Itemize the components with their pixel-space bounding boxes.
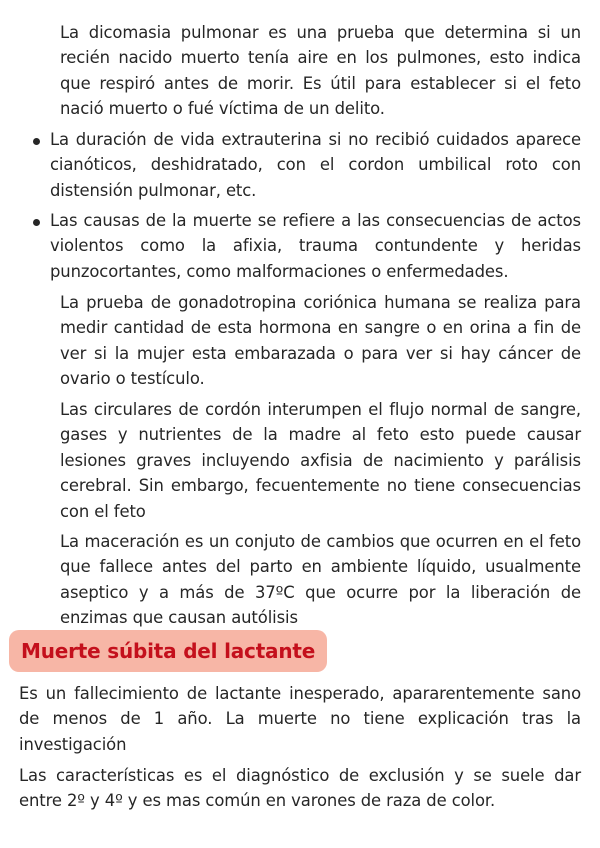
section-paragraph-1: Es un fallecimiento de lactante inesperado, apararentemente sano de menos de 1 año. La muerte no tiene explicación tras la investigación [19,684,581,754]
bullet-icon [33,219,40,226]
paragraph-circulares: Las circulares de cordón interumpen el flujo normal de sangre, gases y nutrientes de la madre al feto esto puede causar lesiones graves incluyendo axfisia de nacimiento y parálisis cerebral. Sin embargo, fecuentemente no tiene consecuencias con el feto [60,400,581,521]
paragraph-docimasia: La dicomasia pulmonar es una prueba que determina si un recién nacido muerto tenía aire en los pulmones, esto indica que respiró antes de morir. Es útil para establecer si el feto nació muerto o fué víctima de un delito. [60,23,581,119]
bullet-icon [33,138,40,145]
section-paragraph-2: Las características es el diagnóstico de exclusión y se suele dar entre 2º y 4º y es mas común en varones de raza de color. [19,766,581,811]
section-heading-box [9,630,327,672]
paragraph-gonadotropina: La prueba de gonadotropina coriónica humana se realiza para medir cantidad de esta hormona en sangre o en orina a fin de ver si la mujer esta embarazada o para ver si hay cáncer de ovario o testículo. [60,293,581,389]
bullet-item-duracion: La duración de vida extrauterina si no recibió cuidados aparece cianóticos, deshidratado, con el cordon umbilical roto con distensión pulmonar, etc. [50,130,581,200]
section-heading: Muerte súbita del lactante [21,639,316,663]
paragraph-maceracion: La maceración es un conjuto de cambios que ocurren en el feto que fallece antes del parto en ambiente líquido, usualmente aseptico y a más de 37ºC que ocurre por la liberación de enzimas que causan autólisis [60,532,581,628]
bullet-item-causas: Las causas de la muerte se refiere a las consecuencias de actos violentos como la afixia, trauma contundente y heridas punzocortantes, como malformaciones o enfermedades. [50,211,581,281]
